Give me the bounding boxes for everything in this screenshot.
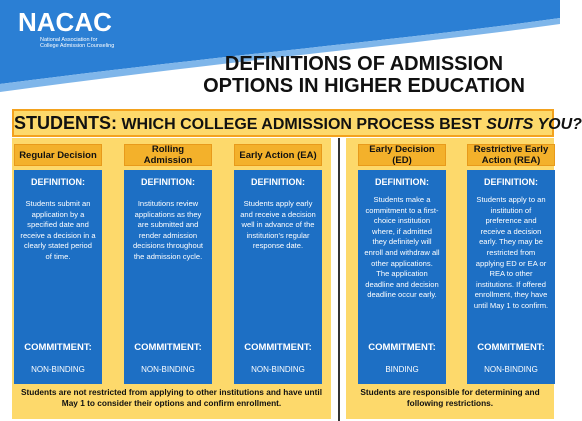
commitment-label: COMMITMENT:: [244, 342, 312, 353]
question-emphasis: SUITS YOU?: [486, 116, 582, 133]
commitment-status: NON-BINDING: [251, 365, 305, 374]
page-title: DEFINITIONS OF ADMISSION OPTIONS IN HIGHER EDUCATION: [203, 53, 525, 97]
column-title: Regular Decision: [14, 144, 102, 166]
logo-subtitle: National Association for College Admission Counseling: [40, 37, 115, 49]
definition-text: Students apply early and receive a decision well in advance of the institution's regular response date.: [240, 199, 316, 251]
question-banner: [12, 109, 582, 137]
question-lead: STUDENTS:: [14, 113, 117, 133]
column-title: Early Decision (ED): [358, 144, 446, 166]
question-text: WHICH COLLEGE ADMISSION PROCESS BEST: [121, 116, 482, 133]
definition-card: [234, 170, 322, 384]
column-title: Rolling Admission: [124, 144, 212, 166]
commitment-label: COMMITMENT:: [477, 342, 545, 353]
commitment-status: NON-BINDING: [484, 365, 538, 374]
commitment-label: COMMITMENT:: [134, 342, 202, 353]
definition-label: DEFINITION:: [484, 177, 538, 187]
definition-label: DEFINITION:: [31, 177, 85, 187]
column-regular-decision: [14, 144, 102, 374]
commitment-status: BINDING: [385, 365, 419, 374]
column-early-action: [234, 144, 322, 374]
commitment-label: COMMITMENT:: [24, 342, 92, 353]
definition-text: Students submit an application by a specified date and receive a decision in a clearly stated period of time.: [20, 199, 96, 261]
early-note: Students are responsible for determining and following restrictions.: [360, 387, 540, 408]
column-title: Early Action (EA): [234, 144, 322, 166]
definition-label: DEFINITION:: [251, 177, 305, 187]
column-restrictive-early-action: [467, 144, 555, 374]
section-divider: [338, 138, 340, 421]
column-title: Restrictive Early Action (REA): [467, 144, 555, 166]
definition-card: [358, 170, 446, 384]
logo-wordmark: NACAC: [18, 7, 112, 37]
definition-card: [467, 170, 555, 384]
nacac-logo: [18, 8, 114, 49]
definition-label: DEFINITION:: [141, 177, 195, 187]
column-rolling-admission: [124, 144, 212, 374]
commitment-status: NON-BINDING: [31, 365, 85, 374]
definition-card: [14, 170, 102, 384]
definition-text: Students make a commitment to a first-choice institution where, if admitted they definitely will enroll and withdraw all other applications. The application deadline and decision deadline occur early.: [364, 195, 440, 300]
definition-card: [124, 170, 212, 384]
non-binding-note: Students are not restricted from applying to other institutions and have until May 1 to consider their options and confirm enrollment.: [20, 387, 323, 408]
commitment-status: NON-BINDING: [141, 365, 195, 374]
commitment-label: COMMITMENT:: [368, 342, 436, 353]
definition-text: Institutions review applications as they are submitted and render admission decisions throughout the admission cycle.: [132, 199, 204, 261]
definition-text: Students apply to an institution of preference and receive a decision early. They may be restricted from applying ED or EA or REA to other institutions. If offered enrollment, they have until May 1 to confirm.: [473, 195, 549, 310]
definition-label: DEFINITION:: [375, 177, 429, 187]
column-early-decision: [358, 144, 446, 374]
